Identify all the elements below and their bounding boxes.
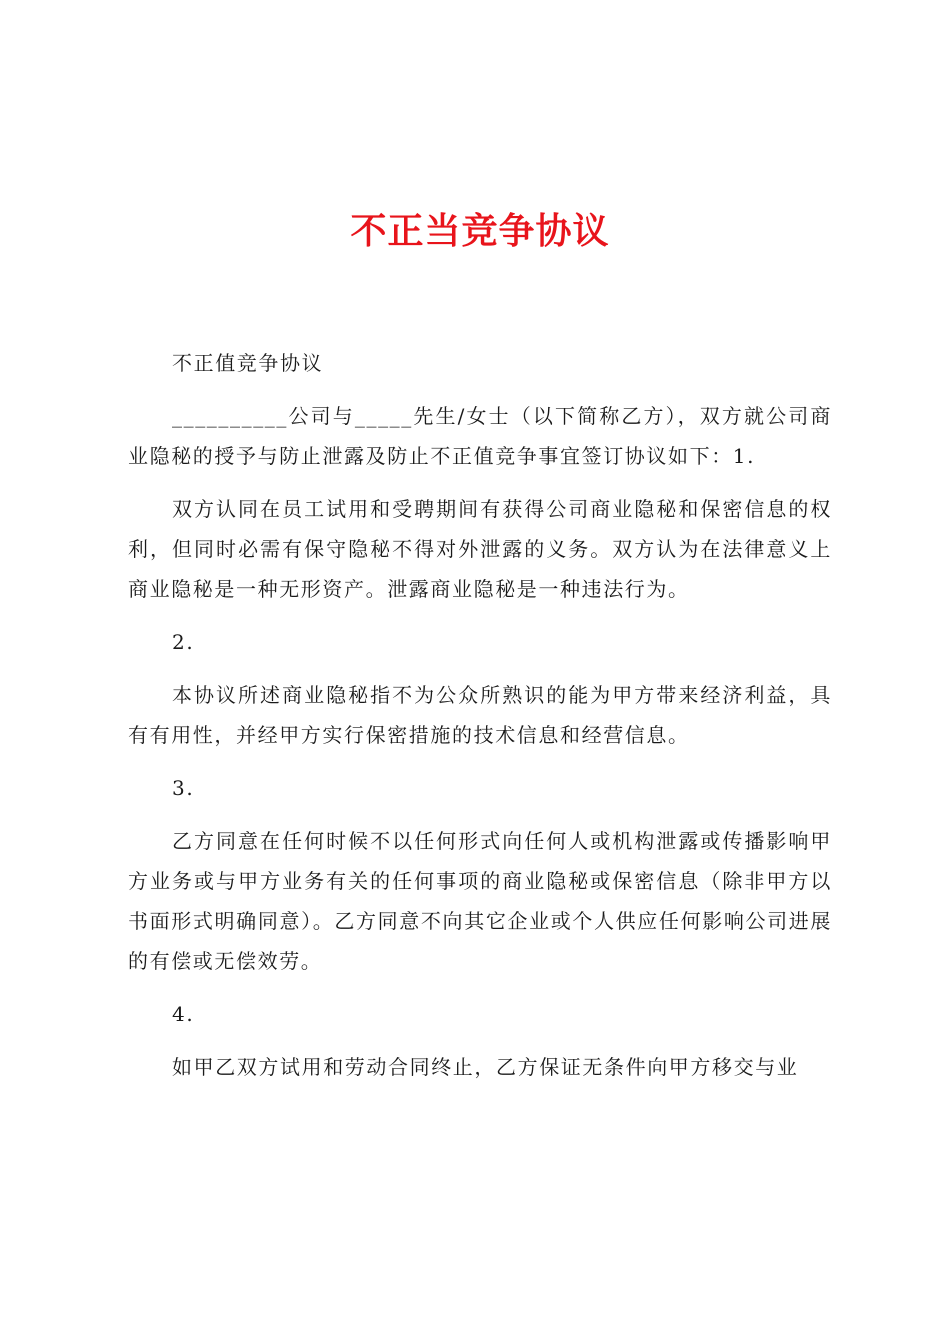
- clause-4-number: 4.: [172, 1002, 195, 1026]
- subtitle-paragraph: 不正值竞争协议: [172, 351, 324, 375]
- document-body: [128, 343, 832, 1100]
- clause-3-paragraph: 乙方同意在任何时候不以任何形式向任何人或机构泄露或传播影响甲方业务或与甲方业务有关的任何事项的商业隐秘或保密信息（除非甲方以书面形式明确同意）。乙方同意不向其它企业或个人供应任何影响公司进展的有偿或无偿效劳。: [128, 829, 832, 973]
- clause-2-paragraph: 本协议所述商业隐秘指不为公众所熟识的能为甲方带来经济利益，具有有用性，并经甲方实行保密措施的技术信息和经营信息。: [128, 683, 832, 747]
- clause-3-number: 3.: [172, 776, 195, 800]
- intro-paragraph: __________公司与_____先生/女士（以下简称乙方），双方就公司商业隐秘的授予与防止泄露及防止不正值竞争事宜签订协议如下：1.: [128, 404, 832, 468]
- clause-2-number: 2.: [172, 630, 195, 654]
- document-title: 不正当竞争协议: [350, 211, 610, 252]
- clause-4-paragraph: 如甲乙双方试用和劳动合同终止，乙方保证无条件向甲方移交与业: [172, 1055, 799, 1079]
- clause-1-paragraph: 双方认同在员工试用和受聘期间有获得公司商业隐秘和保密信息的权利，但同时必需有保守隐秘不得对外泄露的义务。双方认为在法律意义上商业隐秘是一种无形资产。泄露商业隐秘是一种违法行为。: [128, 497, 832, 601]
